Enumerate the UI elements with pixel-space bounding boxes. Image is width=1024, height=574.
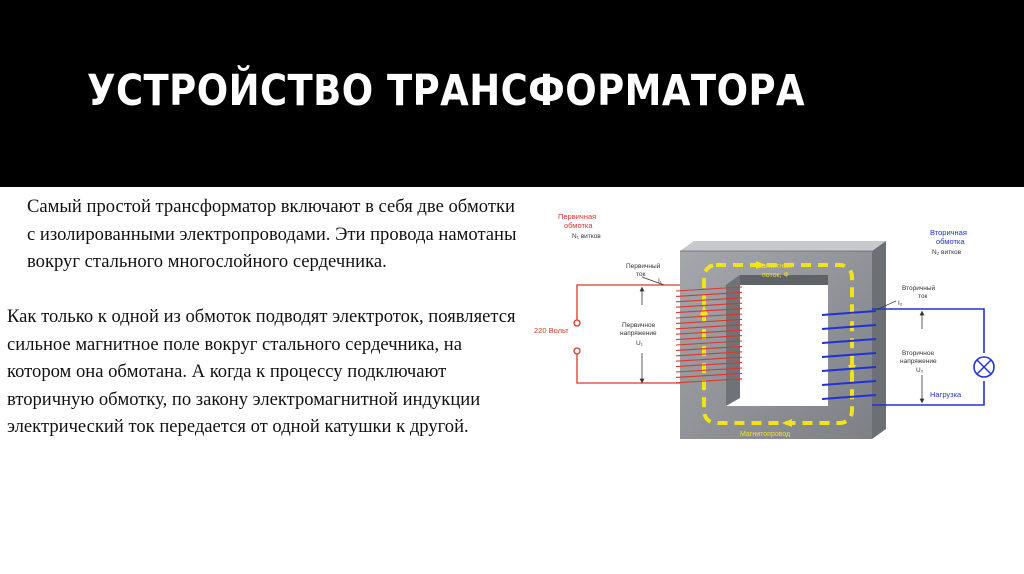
secondary-current-symbol: I₂ [898,300,903,307]
core-label: Магнитопровод [740,431,791,438]
paragraph-induction: Как только к одной из обмоток подводят электроток, появляется сильное магнитное поле вокруг стального сердечника, на котором она обмотана. А когда к процессу подключают вторичную обмотку, по закону электромагнитной индукции электрический ток передается от одной катушки к другой. [7,306,516,437]
flux-label-1: Магнитный [756,263,793,270]
title-bar [0,0,1024,187]
secondary-current-label-1: Вторичный [902,285,936,292]
primary-current-label-2: ток [636,271,646,278]
secondary-voltage-label-1: Вторичное [902,350,935,357]
primary-winding-label-2: обмотка [564,221,593,230]
secondary-voltage-symbol: U₂ [916,367,924,374]
secondary-current-label-2: ток [918,293,928,300]
primary-current-label-1: Первичный [626,263,661,270]
load-label: Нагрузка [930,390,962,399]
secondary-turns-label: N₂ витков [932,249,962,256]
primary-turns-label: N₁ витков [572,233,601,240]
secondary-winding-label-1: Вторичная [930,228,967,237]
supply-voltage-label: 220 Вольт [534,326,569,335]
primary-current-symbol: I₁ [658,278,662,285]
paragraph-intro: Самый простой трансформатор включают в себя две обмотки с изолированными электропроводами. Эти провода намотаны вокруг стального многослойного сердечника. [27,196,517,272]
secondary-voltage-label-2: напряжение [900,358,937,365]
primary-voltage-symbol: U₁ [636,340,643,347]
primary-winding-label-1: Первичная [558,212,597,221]
slide-body [7,193,517,441]
flux-label-2: поток, Ф [762,272,789,279]
primary-voltage-label-2: напряжение [620,330,657,337]
load-lamp [974,357,994,377]
secondary-winding-label-2: обмотка [936,237,965,246]
slide-title: УСТРОЙСТВО ТРАНСФОРМАТОРА [87,66,806,116]
primary-voltage-label-1: Первичное [622,322,656,329]
transformer-diagram [530,205,1000,475]
